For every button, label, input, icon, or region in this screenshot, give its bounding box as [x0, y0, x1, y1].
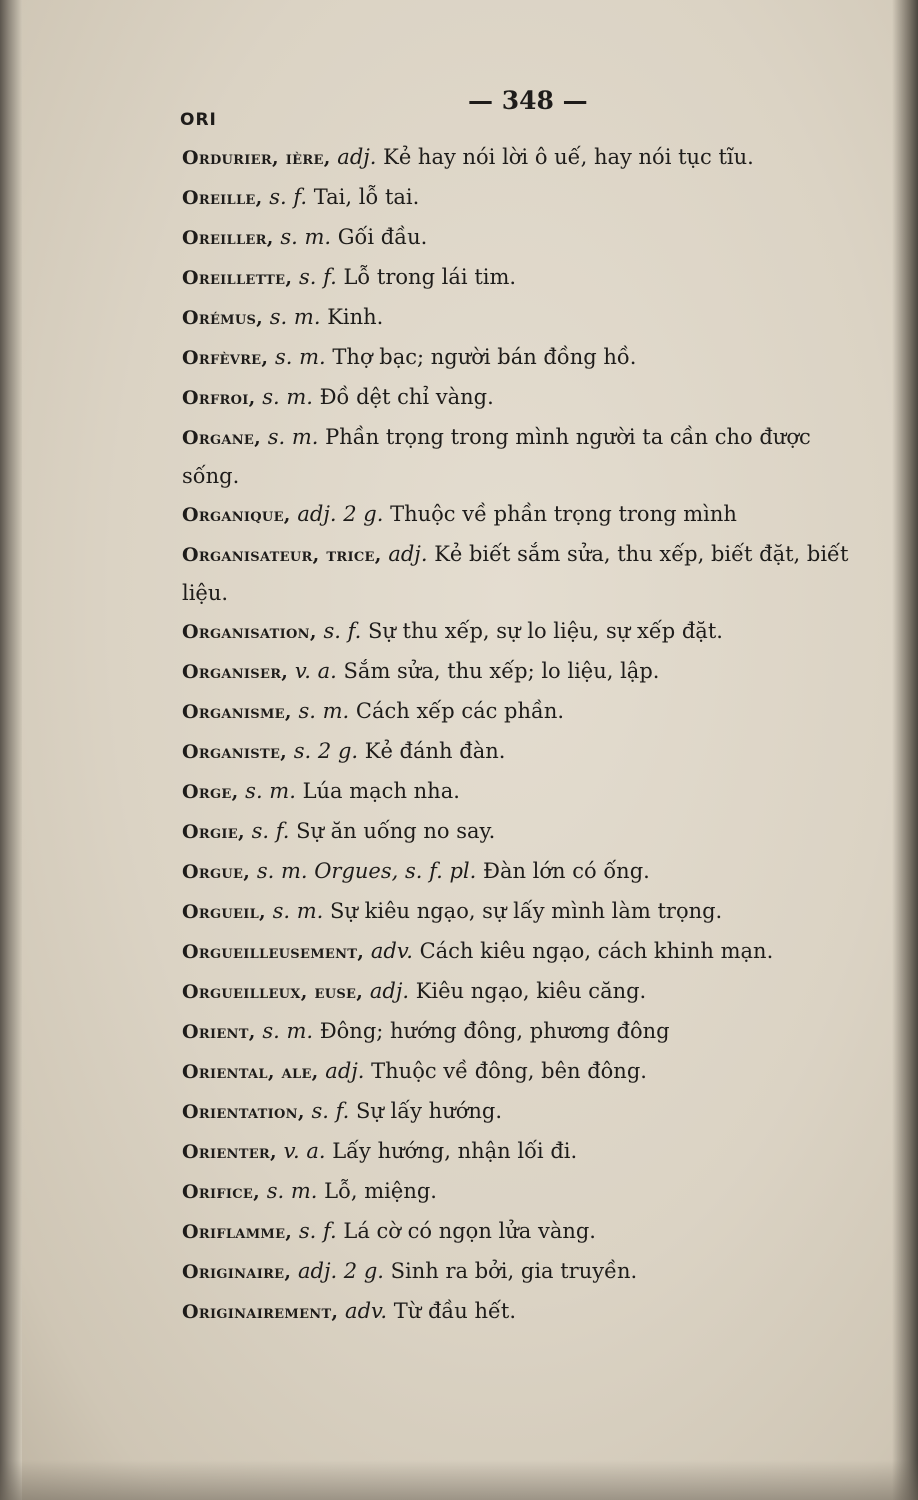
entry-grammar: s. m. — [262, 385, 313, 409]
entry-grammar: s. f. — [298, 1219, 337, 1243]
entry-headword: Orienter, — [182, 1141, 277, 1163]
dictionary-entry — [182, 932, 872, 972]
entry-grammar: s. m. Orgues, s. f. pl. — [256, 859, 477, 883]
entry-headword: Organisation, — [182, 621, 317, 643]
entry-definition: Sự thu xếp, sự lo liệu, sự xếp đặt. — [367, 619, 723, 643]
entry-grammar: adv. — [345, 1299, 388, 1323]
entry-definition: Lấy hướng, nhận lối đi. — [332, 1139, 578, 1163]
dictionary-entry — [182, 1092, 872, 1132]
page-number: — 348 — — [468, 86, 588, 115]
entry-grammar: s. m. — [266, 1179, 318, 1203]
entry-headword: Orient, — [182, 1021, 256, 1043]
entry-definition: Sinh ra bởi, gia truyền. — [390, 1259, 638, 1283]
entry-definition: Thợ bạc; người bán đồng hồ. — [332, 345, 637, 369]
entry-headword: Orfroi, — [182, 387, 256, 409]
entry-headword: Oreillette, — [182, 267, 293, 289]
page-header — [180, 82, 840, 132]
entry-grammar: s. m. — [298, 699, 350, 723]
entry-headword: Orifice, — [182, 1181, 261, 1203]
dictionary-entry — [182, 732, 872, 772]
dictionary-entry — [182, 1252, 872, 1292]
dictionary-entry — [182, 612, 872, 652]
dictionary-entry — [182, 495, 872, 535]
entry-grammar: s. 2 g. — [293, 739, 359, 763]
page-edge-shadow — [892, 0, 918, 1500]
page-bottom-shadow — [0, 1460, 918, 1500]
entry-grammar: s. m. — [275, 345, 326, 369]
entry-headword: Oriflamme, — [182, 1221, 293, 1243]
entry-definition: Lỗ, miệng. — [324, 1179, 437, 1203]
dictionary-entry — [182, 1052, 872, 1092]
entry-headword: Orgueilleux, euse, — [182, 981, 364, 1003]
dictionary-entry — [182, 1172, 872, 1212]
dictionary-entry — [182, 338, 872, 378]
entry-grammar: adj. 2 g. — [297, 1259, 384, 1283]
entry-headword: Organisme, — [182, 701, 292, 723]
entry-headword: Orientation, — [182, 1101, 305, 1123]
dictionary-entry — [182, 418, 872, 495]
dictionary-entry — [182, 1212, 872, 1252]
entry-headword: Orgue, — [182, 861, 251, 883]
entry-headword: Orgueilleusement, — [182, 941, 365, 963]
dictionary-entry — [182, 178, 872, 218]
entry-definition: Thuộc về đông, bên đông. — [371, 1059, 647, 1083]
entry-headword: Organiste, — [182, 741, 288, 763]
entry-grammar: v. a. — [294, 659, 337, 683]
dictionary-entry — [182, 852, 872, 892]
entry-grammar: adj. — [388, 542, 428, 566]
page-gutter-shadow — [0, 0, 22, 1500]
entry-grammar: s. f. — [311, 1099, 350, 1123]
dictionary-entry — [182, 692, 872, 732]
entry-definition: Sự ăn uống no say. — [296, 819, 496, 843]
dictionary-entry — [182, 972, 872, 1012]
entry-definition: Lá cờ có ngọn lửa vàng. — [343, 1219, 596, 1243]
entry-definition: Lúa mạch nha. — [302, 779, 460, 803]
entry-grammar: s. f. — [298, 265, 337, 289]
entry-definition: Kẻ hay nói lời ô uế, hay nói tục tĩu. — [383, 145, 754, 169]
entry-headword: Orémus, — [182, 307, 264, 329]
dictionary-entry — [182, 138, 872, 178]
entry-definition: Kẻ biết sắm sửa, thu xếp, biết đặt, biết liệu. — [182, 542, 849, 605]
dictionary-entry — [182, 1132, 872, 1172]
entry-headword: Originaire, — [182, 1261, 292, 1283]
entry-grammar: adj. — [337, 145, 377, 169]
entry-definition: Gối đầu. — [337, 225, 428, 249]
dictionary-entries — [182, 138, 872, 1332]
entry-headword: Organe, — [182, 427, 262, 449]
entry-grammar: adj. — [369, 979, 410, 1003]
entry-grammar: s. m. — [269, 305, 321, 329]
entry-definition: Tai, lỗ tai. — [313, 185, 420, 209]
entry-grammar: adj. — [325, 1059, 365, 1083]
dictionary-entry — [182, 298, 872, 338]
dictionary-entry — [182, 812, 872, 852]
entry-grammar: s. f. — [269, 185, 308, 209]
entry-grammar: adv. — [370, 939, 413, 963]
entry-grammar: adj. 2 g. — [297, 502, 384, 526]
entry-definition: Kẻ đánh đàn. — [364, 739, 506, 763]
entry-definition: Lỗ trong lái tim. — [343, 265, 517, 289]
dictionary-entry — [182, 652, 872, 692]
entry-grammar: s. m. — [262, 1019, 314, 1043]
entry-headword: Orge, — [182, 781, 239, 803]
dictionary-entry — [182, 1292, 872, 1332]
entry-definition: Sắm sửa, thu xếp; lo liệu, lập. — [343, 659, 660, 683]
entry-definition: Kinh. — [327, 305, 384, 329]
entry-headword: Organiser, — [182, 661, 289, 683]
entry-definition: Sự kiêu ngạo, sự lấy mình làm trọng. — [330, 899, 723, 923]
entry-grammar: v. a. — [283, 1139, 326, 1163]
dictionary-entry — [182, 378, 872, 418]
entry-headword: Orfèvre, — [182, 347, 269, 369]
entry-grammar: s. m. — [267, 425, 319, 449]
entry-grammar: s. f. — [323, 619, 362, 643]
entry-headword: Orgueil, — [182, 901, 266, 923]
entry-definition: Từ đầu hết. — [393, 1299, 517, 1323]
entry-definition: Sự lấy hướng. — [355, 1099, 502, 1123]
entry-definition: Thuộc về phần trọng trong mình — [390, 502, 737, 526]
dictionary-entry — [182, 1012, 872, 1052]
entry-headword: Ordurier, ière, — [182, 147, 331, 169]
entry-headword: Originairement, — [182, 1301, 339, 1323]
entry-definition: Kiêu ngạo, kiêu căng. — [415, 979, 647, 1003]
entry-definition: Cách xếp các phần. — [355, 699, 565, 723]
entry-headword: Oriental, ale, — [182, 1061, 319, 1083]
dictionary-entry — [182, 218, 872, 258]
dictionary-entry — [182, 772, 872, 812]
entry-definition: Đồ dệt chỉ vàng. — [319, 385, 494, 409]
dictionary-entry — [182, 535, 872, 612]
entry-definition: Phần trọng trong mình người ta cần cho được sống. — [182, 425, 811, 488]
entry-grammar: s. f. — [251, 819, 290, 843]
entry-headword: Organisateur, trice, — [182, 544, 382, 566]
entry-definition: Cách kiêu ngạo, cách khinh mạn. — [419, 939, 774, 963]
dictionary-entry — [182, 258, 872, 298]
entry-grammar: s. m. — [280, 225, 332, 249]
entry-grammar: s. m. — [272, 899, 324, 923]
entry-headword: Orgie, — [182, 821, 245, 843]
running-head: ORI — [180, 110, 217, 130]
entry-definition: Đông; hướng đông, phương đông — [319, 1019, 670, 1043]
entry-grammar: s. m. — [245, 779, 296, 803]
entry-headword: Oreiller, — [182, 227, 274, 249]
entry-headword: Oreille, — [182, 187, 263, 209]
dictionary-entry — [182, 892, 872, 932]
entry-definition: Đàn lớn có ống. — [483, 859, 650, 883]
entry-headword: Organique, — [182, 504, 291, 526]
